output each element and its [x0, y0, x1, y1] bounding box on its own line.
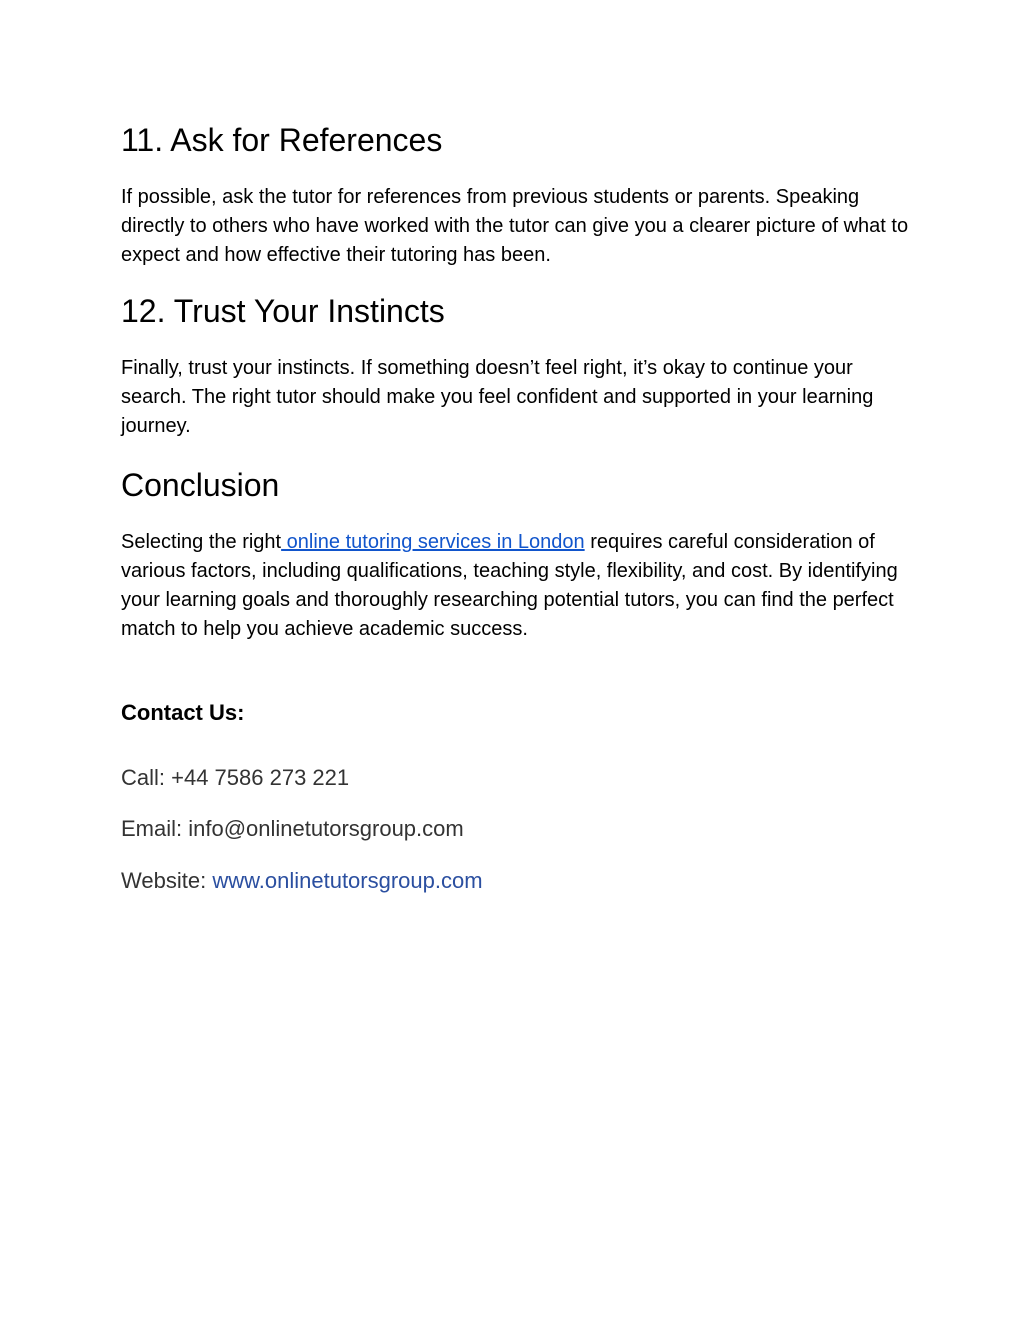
website-link[interactable]: www.onlinetutorsgroup.com: [212, 868, 483, 893]
section-body-references: If possible, ask the tutor for references from previous students or parents. Speaking directly to others who have worked with the tutor can give you a clearer picture of what to expect and how effective their tutoring has been.: [121, 186, 909, 266]
conclusion-text-end: requires careful consideration of various factors, including qualifications, teaching style, flexibility, and cost. By identifying your learning goals and thoroughly researching potential tutors, you can find the perfect match to help you achieve academic success.: [121, 531, 898, 640]
contact-heading: Contact Us:: [121, 700, 245, 725]
section-body-instincts: Finally, trust your instincts. If something doesn’t feel right, it’s okay to continue your search. The right tutor should make you feel confident and supported in your learning journey.: [121, 357, 874, 437]
website-label: Website:: [121, 868, 213, 893]
conclusion-body: [121, 528, 911, 644]
section-heading-instincts: 12. Trust Your Instincts: [121, 293, 445, 329]
conclusion-text-start: Selecting the right: [121, 531, 282, 553]
conclusion-heading: Conclusion: [121, 467, 280, 503]
section-heading-references: 11. Ask for References: [121, 122, 443, 158]
tutoring-services-link[interactable]: online tutoring services in London: [281, 531, 585, 553]
contact-email: Email: info@onlinetutorsgroup.com: [121, 816, 464, 841]
contact-call: Call: +44 7586 273 221: [121, 765, 350, 790]
contact-website: [121, 867, 483, 895]
